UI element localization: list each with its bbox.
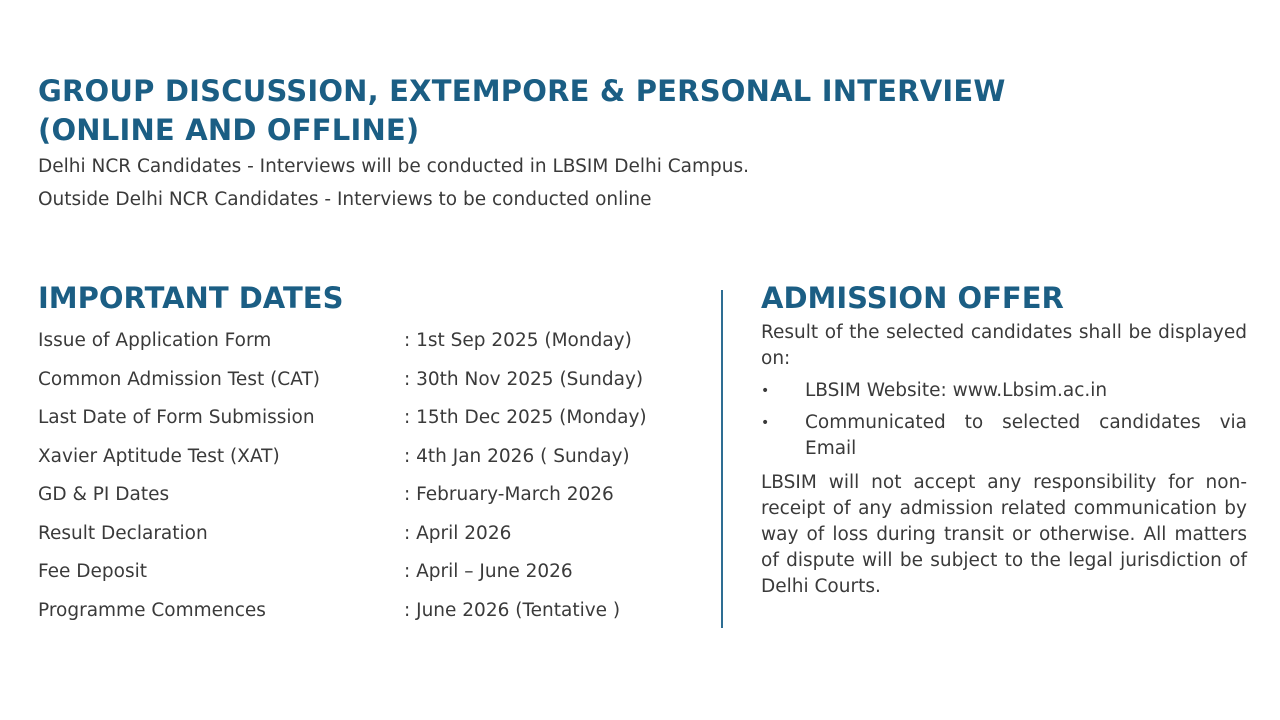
bullet-icon: • — [761, 383, 770, 399]
list-item — [761, 410, 1247, 462]
important-dates-heading: IMPORTANT DATES — [38, 281, 344, 315]
date-value: : 1st Sep 2025 (Monday) — [404, 330, 632, 351]
date-value: : February-March 2026 — [404, 484, 614, 505]
interview-info — [38, 150, 1238, 216]
date-label: Xavier Aptitude Test (XAT) — [38, 445, 280, 467]
date-row — [38, 399, 718, 438]
interview-heading — [38, 72, 1238, 150]
dates-table — [38, 322, 718, 630]
interview-heading-line2: (ONLINE AND OFFLINE) — [38, 113, 420, 147]
date-value: : 30th Nov 2025 (Sunday) — [404, 368, 644, 390]
interview-heading-line1: GROUP DISCUSSION, EXTEMPORE & PERSONAL INTERVIEW — [38, 74, 1006, 108]
offer-bullet-list — [761, 378, 1247, 462]
admission-offer-section — [761, 280, 1247, 600]
date-value: : June 2026 (Tentative ) — [404, 599, 621, 621]
date-row — [38, 515, 718, 554]
bullet-text: Communicated to selected candidates via Email — [805, 412, 1247, 459]
interview-section — [38, 72, 1238, 216]
date-value: : April 2026 — [404, 522, 512, 544]
date-label: Common Admission Test (CAT) — [38, 368, 320, 390]
date-row — [38, 553, 718, 592]
date-row — [38, 361, 718, 400]
date-label: Result Declaration — [38, 522, 208, 544]
date-label: GD & PI Dates — [38, 484, 170, 505]
admission-offer-heading: ADMISSION OFFER — [761, 281, 1064, 315]
date-label: Programme Commences — [38, 599, 266, 621]
date-row — [38, 476, 718, 515]
date-label: Fee Deposit — [38, 561, 147, 582]
bullet-text: LBSIM Website: www.Lbsim.ac.in — [805, 380, 1108, 401]
date-row — [38, 592, 718, 631]
column-divider — [721, 290, 723, 628]
important-dates-section — [38, 280, 718, 630]
date-row — [38, 322, 718, 361]
offer-disclaimer: LBSIM will not accept any responsibility for non-receipt of any admission related communication by way of loss during transit or otherwise. All matters of dispute will be subject to the legal jurisdiction of Delhi Courts. — [761, 472, 1247, 597]
outside-delhi-info: Outside Delhi NCR Candidates - Interviews to be conducted online — [38, 189, 652, 210]
offer-intro: Result of the selected candidates shall be displayed on: — [761, 322, 1247, 369]
date-value: : April – June 2026 — [404, 561, 573, 582]
date-row — [38, 438, 718, 477]
list-item — [761, 378, 1247, 404]
bullet-icon: • — [761, 415, 770, 431]
date-label: Last Date of Form Submission — [38, 407, 315, 428]
date-value: : 4th Jan 2026 ( Sunday) — [404, 445, 630, 467]
date-value: : 15th Dec 2025 (Monday) — [404, 407, 647, 428]
date-label: Issue of Application Form — [38, 330, 272, 351]
delhi-ncr-info: Delhi NCR Candidates - Interviews will be conducted in LBSIM Delhi Campus. — [38, 156, 749, 177]
